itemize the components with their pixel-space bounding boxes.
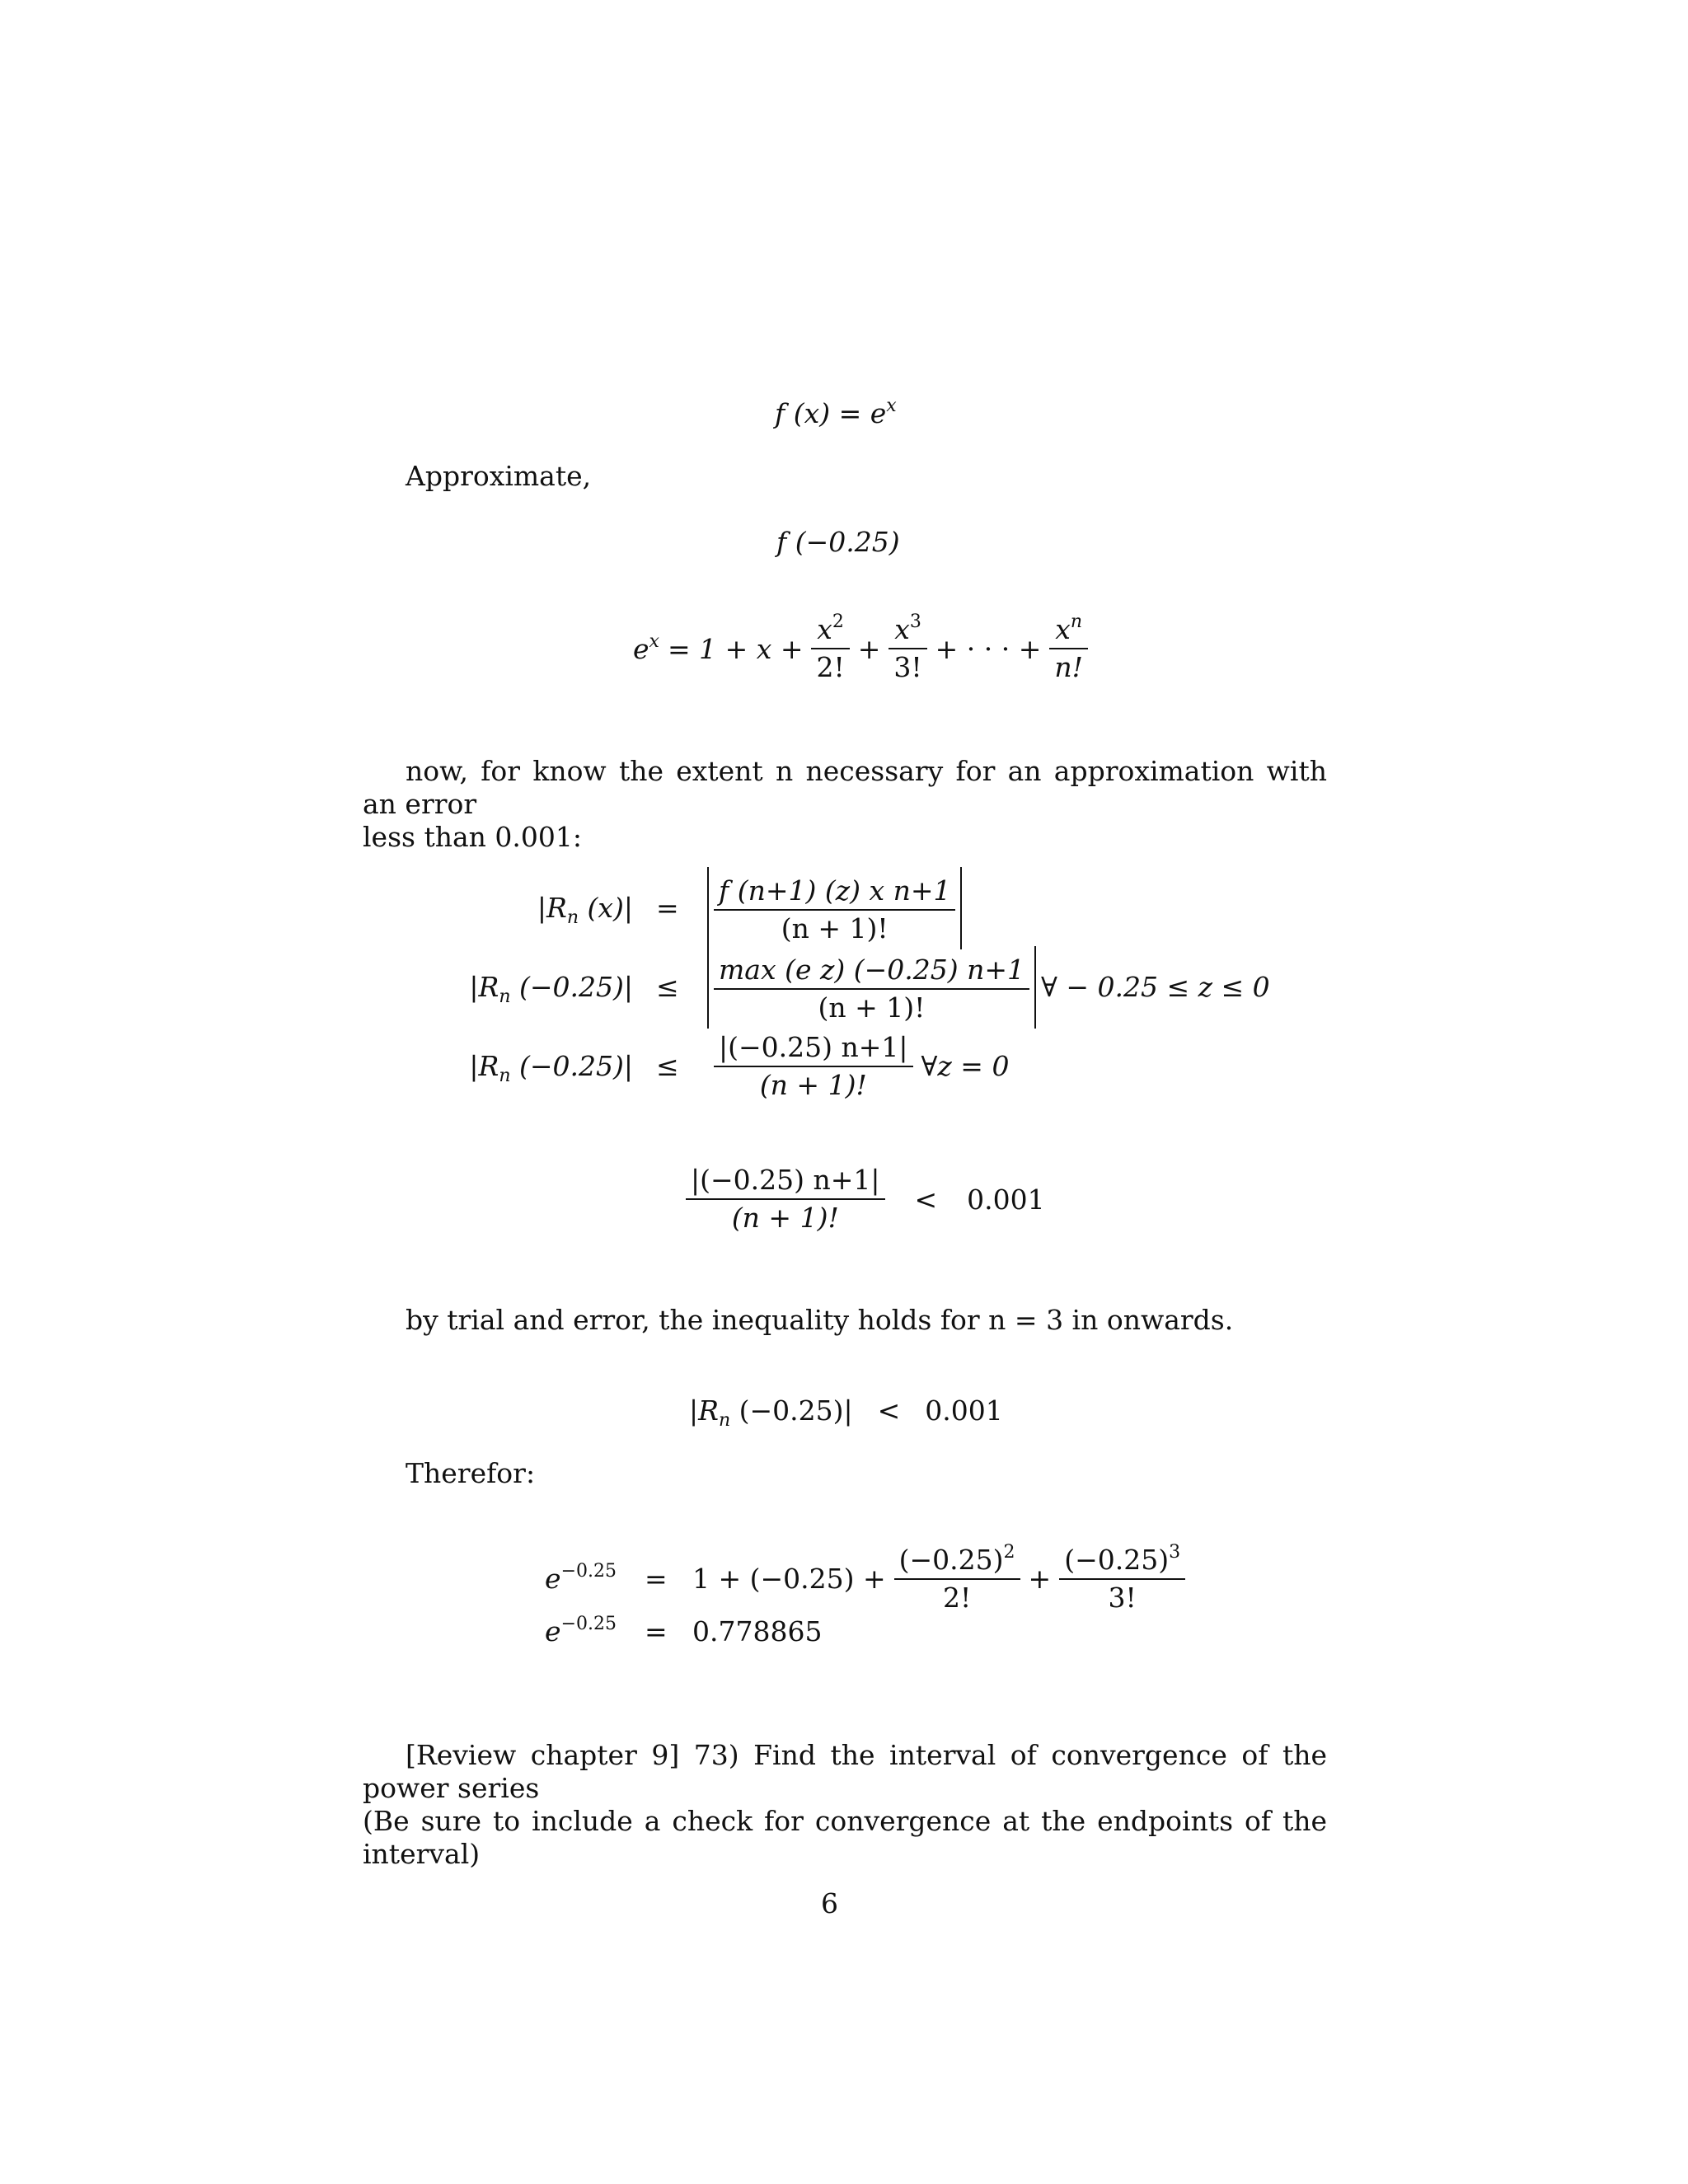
page-number: 6 — [821, 1887, 838, 1919]
approximate-label: Approximate, — [406, 460, 592, 492]
result-eq-2: $e^{-0.25}$ = 0.778865 — [0, 1591, 1688, 1673]
taylor-term-2: $\frac{x^2}{2!}$ — [811, 612, 849, 686]
taylor-term-3: $\frac{x^3}{3!}$ — [889, 612, 926, 686]
inequality: $\frac{|(-0.25) n+1|}{(n + 1)!}$ < 0.001 — [686, 1154, 1045, 1244]
trial-paragraph: by trial and error, the inequality holds for n = 3 in onwards. — [406, 1304, 1234, 1336]
result-value: 0.778865 — [692, 1615, 823, 1647]
review-paragraph: [Review chapter 9] 73) Find the interval of convergence of the power series (Be sure to include a check for convergence at the endpoints of the interval) — [363, 1739, 1327, 1870]
taylor-series: $e^x$ = 1 + x + $\frac{x^2}{2!}$ + $\frac{x^3}{3!}$ + · · · + $\frac{x^n}{n!}$ — [633, 603, 1088, 694]
therefore-label: Therefor: — [406, 1457, 536, 1489]
remainder-eq-3: $|R_n$ (−0.25)| ≤ $\frac{|(-0.25) n+1|}{(n + 1)!}$ ∀z = 0 — [469, 1031, 1010, 1101]
result-eq-1: $e^{-0.25}$ = 1 + (−0.25) + $\frac{(-0.25)^2}{2!}$ + $\frac{(-0.25)^3}{3!}$ — [0, 1538, 1688, 1620]
remainder-eq-1: $|R_n$ (x)| = $\frac{\text{f (n+1) (z) x n+1}}{(n + 1)!}$ — [0, 867, 1688, 949]
function-definition: f $(x) = e^x$ — [775, 396, 897, 429]
remainder-eq-2: $|R_n$ (−0.25)| ≤ $\frac{\text{max (e z) (−0.25) n+1}}{(n + 1)!}$ ∀ − 0.25 ≤ z ≤ 0 — [0, 946, 1688, 1029]
remainder-bound: $|R_n$ (−0.25)| < 0.001 — [689, 1394, 1003, 1431]
taylor-term-n: $\frac{x^n}{n!}$ — [1049, 612, 1088, 686]
evaluate-point: f (−0.25) — [776, 526, 900, 558]
intro-paragraph: now, for know the extent n necessary for an approximation with an error less than 0.001: — [363, 755, 1327, 853]
